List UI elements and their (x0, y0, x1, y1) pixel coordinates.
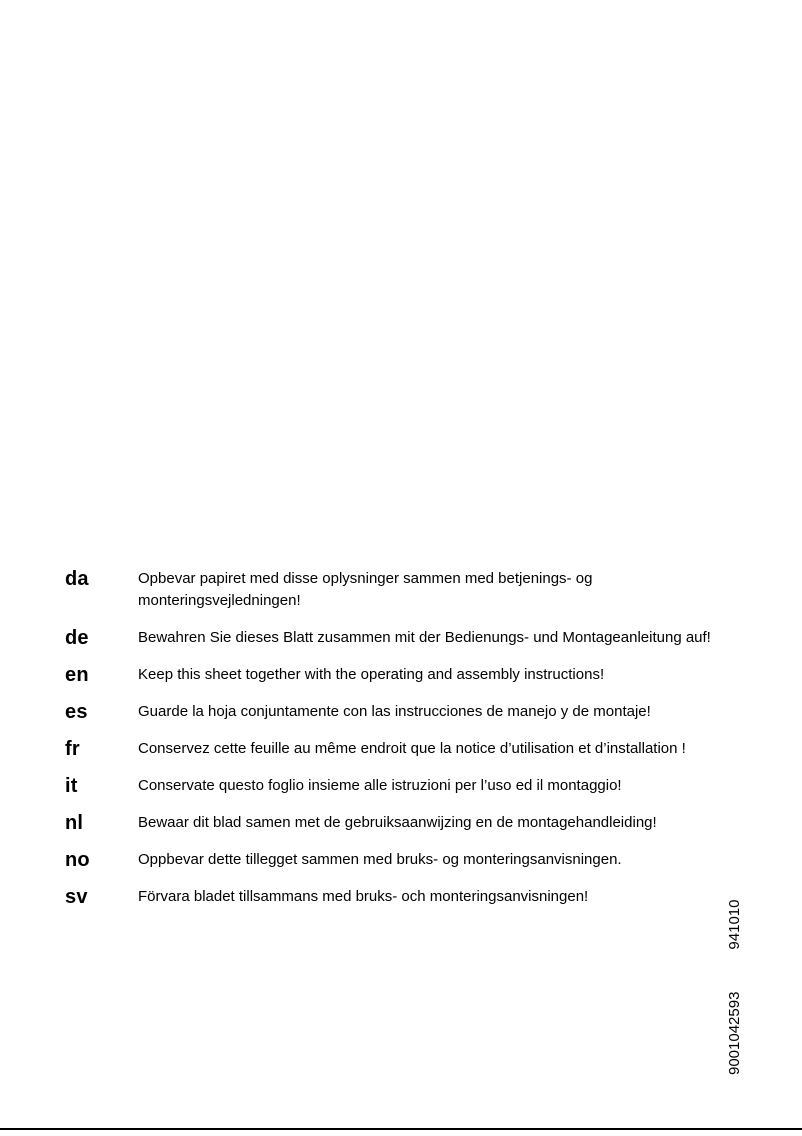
language-code: en (65, 664, 89, 686)
instruction-text: Bewahren Sie dieses Blatt zusammen mit der Bedienungs- und Montageanleitung auf! (138, 629, 711, 646)
language-code: es (65, 701, 88, 723)
language-code: no (65, 849, 90, 871)
language-entry (65, 701, 713, 723)
date-code: 941010 (726, 899, 743, 950)
language-entries (65, 568, 713, 908)
language-entry (65, 849, 713, 871)
language-entry (65, 568, 713, 612)
language-code: da (65, 568, 89, 590)
language-code: nl (65, 812, 84, 834)
page-bottom-rule (0, 1128, 802, 1130)
instruction-text: Bewaar dit blad samen met de gebruiksaanwijzing en de montagehandleiding! (138, 814, 657, 831)
side-print-code (725, 885, 745, 1075)
language-entry (65, 812, 713, 834)
language-entry (65, 886, 713, 908)
language-code: de (65, 627, 89, 649)
language-entry (65, 738, 713, 760)
document-number: 9001042593 (726, 991, 743, 1075)
language-entry (65, 775, 713, 797)
instruction-text: Förvara bladet tillsammans med bruks- och monteringsanvisningen! (138, 888, 589, 905)
instruction-text: Keep this sheet together with the operating and assembly instructions! (138, 666, 605, 683)
language-entry (65, 627, 713, 649)
instruction-text: Guarde la hoja conjuntamente con las instrucciones de manejo y de montaje! (138, 703, 651, 720)
language-code: sv (65, 886, 88, 908)
language-entry (65, 664, 713, 686)
language-code: fr (65, 738, 80, 760)
instruction-text: Conservate questo foglio insieme alle istruzioni per l’uso ed il montaggio! (138, 777, 622, 794)
language-code: it (65, 775, 78, 797)
instruction-text: Conservez cette feuille au même endroit que la notice d’utilisation et d’installation ! (138, 740, 686, 757)
instruction-text: Oppbevar dette tillegget sammen med bruks- og monteringsanvisningen. (138, 851, 622, 868)
instruction-text: Opbevar papiret med disse oplysninger sammen med betjenings- og monteringsvejledningen! (138, 570, 593, 609)
